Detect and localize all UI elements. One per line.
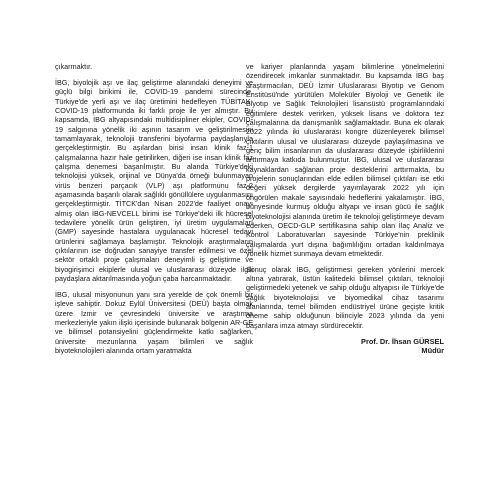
signature-block: [246, 337, 444, 356]
right-paragraph-2: Sonuç olarak İBG, geliştirmesi gereken yönlerini mercek altına yatırarak, üstün kalitedeki bilimsel çıktıları, teknoloji geliştirmedeki yetenek ve sahip olduğu altyapısı ile Türkiye'de sağlık biyoteknolojisi ve biyomedikal cihaz tasarımı alanlarında, temel bilimden endüstriyel ürüne geçişte kritik öneme sahip olduğunun bilinciyle 2023 yılında da yeni başarılara imza atmayı sürdürecektir.: [246, 264, 444, 330]
signature-title: Müdür: [421, 346, 444, 356]
left-paragraph-3: İBG, ulusal misyonunun yanı sıra yerelde de çok önemli bir işleve sahiptir. Dokuz Eylül Üniversitesi (DEÜ) başta olmak üzere İzmir ve çevresindeki üniversite ve araştırma merkezleriyle yakın ilişki içerisinde bulunarak bölgenin AR-GE ve bilimsel potansiyelini güçlendirmekte katkı sağlarken, üniversite mezunlarına yaşam bilimleri ve sağlık biyoteknolojileri alanında ortam yaratmakta: [55, 289, 253, 355]
right-column: [246, 62, 444, 355]
signature-name: Prof. Dr. İhsan GÜRSEL: [361, 336, 444, 346]
left-paragraph-1: çıkarmaktır.: [55, 62, 93, 71]
left-column: [55, 62, 253, 362]
left-paragraph-2: İBG, biyolojik aşı ve ilaç geliştirme alanındaki deneyimi ve güçlü bilgi birikimi ile, COVID-19 pandemi sürecinde, Türkiye'de yerli aşı ve ilaç üretimini hedefleyen TÜBİTAK-COVID-19 platformunda iki farklı proje ile yer almıştır. Bu kapsamda, İBG altyapısındaki multidisipliner ekipler, COVID-19 salgınına yönelik iki aşının tasarım ve geliştirilmesini tamamlayarak, teknolojii transferini biyofarma paydaşlarıyla gerçekleştirmiştir. Bu aşılardan birisi insan klinik faz-1 çalışmalarına hazır hale getirilirken, diğeri ise insan klinik faz çalışma denemesi başarılmıştır. Bu alanda Türkiye'deki teknolojisi yüksek, orijinal ve Dünya'da örneği bulunmayan virüs benzeri parçacık (VLP) aşı platformunu faz-2 aşamasında başarılı olarak sağlıklı gönüllülere uygulanmasını gerçekleştirmiştir. TİTCK'dan Nisan 2022'de faaliyet onayı almış olan İBG-NEVCELL birimi ise Türkiye'deki ilk hücresel tedavilere yönelik ürün geliştiren, iyi üretim uygulamaları (GMP) sayesinde hastalara uygulanacak hücresel tedavi ürünlerini sağlamaya başlamıştır. Teknolojik araştırmaların çıktılarının ise doğrudan sanayiye transfer edilmesi ve özel sektör ortaklı proje çalışmaları deneyimli iş geliştirme ve biyogirişimci ekiplerle ulusal ve uluslararası düzeyde ilgili paydaşlara aktarılmasında yoğun çaba harcanmaktadır.: [55, 77, 253, 284]
right-paragraph-1: ve kariyer planlarında yaşam bilimlerine yönelmelerini özendirecek imkanlar sunmaktadır. Bu kapsamda İBG baş araştırmacıları, DEÜ İzmir Uluslararası Biyotıp ve Genom Enstitüsü'nde yürütülen Moleküler Biyoloji ve Genetik ile Biyotıp ve Sağlık Teknolojileri lisansüstü programlarındaki eğitimlere destek verirken, yüksek lisans ve doktora tez çalışmalarına da danışmanlık sağlamaktadır. Buna ek olarak 2022 yılında iki uluslararası kongre düzenleyerek bilimsel çıktıların ulusal ve uluslararası düzeyde paylaşılmasına ve genç bilim insanlarının da uluslararası düzeyde işbirliklerini arttırmaya katkıda bulunmuştur. İBG, ulusal ve uluslararası kaynaklardan sağlanan proje desteklerini arttırmakta, bu projelerin sonuçlarından elde edilen bilimsel çıktıları ise etki değeri yüksek dergilerde yayımlayarak 2022 yılı için öngörülen makale sayısındaki hedeflerini yakalamıştır. İBG, bünyesinde kurmuş olduğu altyapı ve insan gücü ile sağlık biyoteknolojisi alanında üretim ile teknoloji geliştirmeye devam ederken, OECD-GLP sertifikasına sahip olan İlaç Analiz ve Kontrol Laboratuvarları sayesinde Türkiye'nin preklinik çalışmalarda yurt dışına bağımlılığını ortadan kaldırılmaya yönelik hizmet sunmaya devam etmektedir.: [246, 62, 444, 258]
